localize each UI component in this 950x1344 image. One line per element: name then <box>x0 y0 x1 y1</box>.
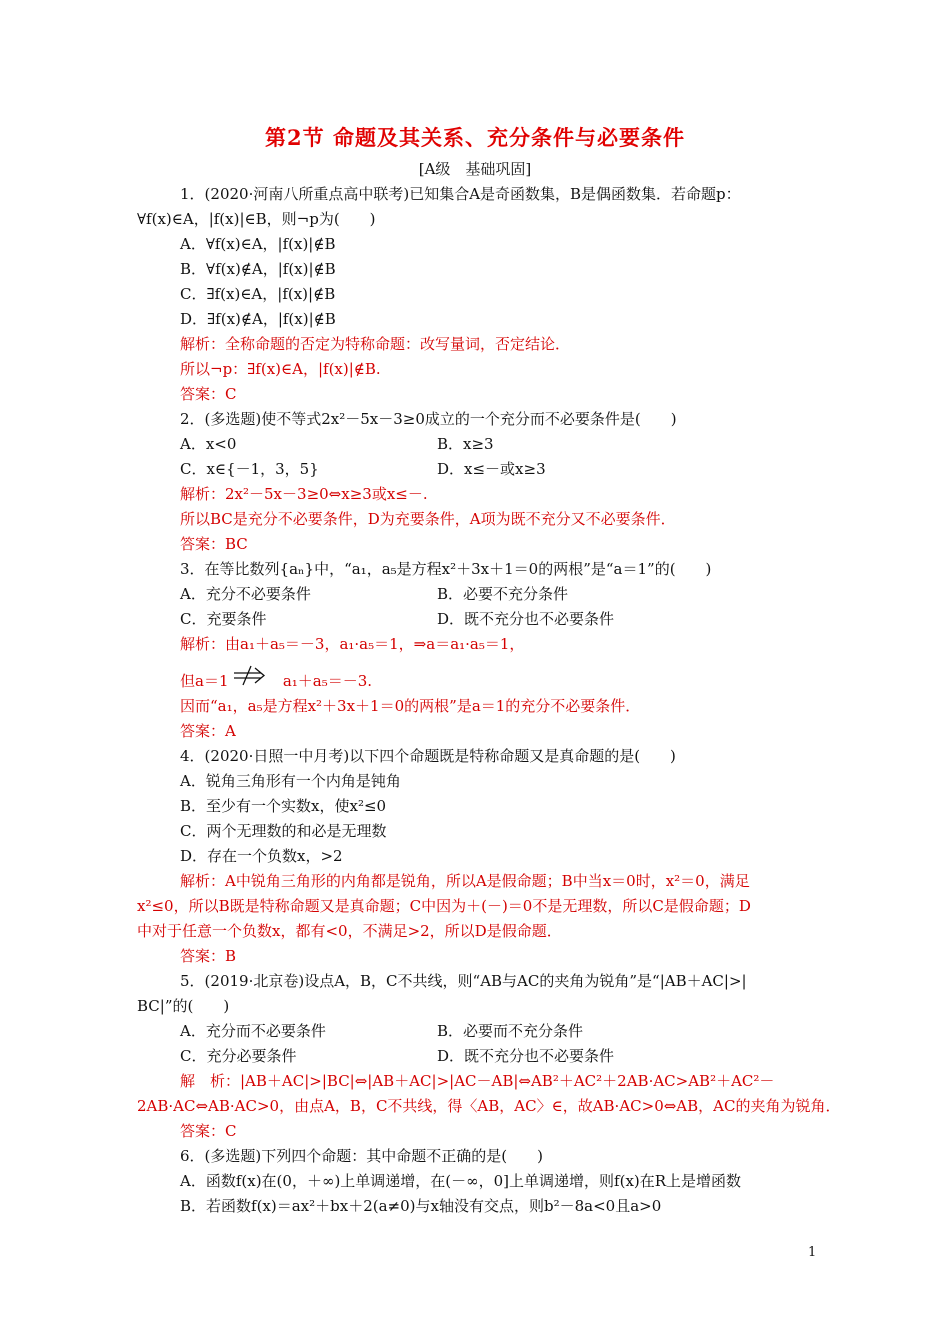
solution-4-text-end: 中对于任意一个负数x，都有<0，不满足>2，所以D是假命题． <box>137 922 562 940</box>
solution-3-text: 解析：由a₁＋a₅＝－3，a₁·a₅＝1，⇒a＝a₁·a₅＝1， <box>180 635 525 653</box>
solution-2-text-cont: 所以BC是充分不必要条件，D为充要条件，A项为既不充分又不必要条件． <box>180 510 676 528</box>
question-2-option-c: C．x∈{－1，3，5} <box>180 460 319 478</box>
question-2-stem: 2．(多选题)使不等式2x²－5x－3≥0成立的一个充分而不必要条件是( ) <box>180 410 677 428</box>
solution-1-text: 解析：全称命题的否定为特称命题：改写量词，否定结论． <box>180 335 571 353</box>
solution-1-text-cont: 所以¬p：∃f(x)∈A，|f(x)|∉B. <box>180 360 381 378</box>
question-6-option-b: B．若函数f(x)＝ax²＋bx＋2(a≠0)与x轴没有交点，则b²－8a<0且a>0 <box>180 1197 662 1215</box>
question-1-option-a: A．∀f(x)∈A，|f(x)|∉B <box>180 235 336 253</box>
solution-5-text-cont: 2AB·AC⇔AB·AC>0，由点A，B，C不共线，得〈AB，AC〉∈，故AB·AC>0⇔AB，AC的夹角为锐角． <box>137 1097 841 1115</box>
question-5-option-d: D．既不充分也不必要条件 <box>437 1047 615 1065</box>
solution-2-text: 解析：2x²－5x－3≥0⇔x≥3或x≤－. <box>180 485 428 503</box>
level-heading: [A级 基础巩固] <box>418 160 532 178</box>
question-1-option-b: B．∀f(x)∉A，|f(x)|∉B <box>180 260 336 278</box>
page-number: 1 <box>808 1245 817 1260</box>
question-5-option-a: A．充分而不必要条件 <box>180 1022 326 1040</box>
solution-5-text: 解 析：|AB＋AC|>|BC|⇔|AB＋AC|>|AC－AB|⇔AB²＋AC²＋2AB·AC>AB²＋AC²－ <box>180 1072 775 1090</box>
question-3-stem: 3．在等比数列{aₙ}中，“a₁，a₅是方程x²＋3x＋1＝0的两根”是“a＝1”的( ) <box>180 560 712 578</box>
solution-3-implication-line <box>180 670 372 692</box>
question-3-option-c: C．充要条件 <box>180 610 267 628</box>
question-2-option-a: A．x<0 <box>180 435 237 453</box>
page-title: 第2节 命题及其关系、充分条件与必要条件 <box>265 125 685 150</box>
question-3-option-d: D．既不充分也不必要条件 <box>437 610 615 628</box>
solution-4-text: 解析：A中锐角三角形的内角都是锐角，所以A是假命题；B中当x＝0时，x²＝0，满足 <box>180 872 750 890</box>
question-5-stem: 5．(2019·北京卷)设点A，B，C不共线，则“AB与AC的夹角为锐角”是“|AB＋AC|>| <box>180 972 747 990</box>
question-4-option-d: D．存在一个负数x，>2 <box>180 847 343 865</box>
question-1-stem: 1．(2020·河南八所重点高中联考)已知集合A是奇函数集，B是偶函数集．若命题p： <box>180 185 741 203</box>
question-1-option-d: D．∃f(x)∉A，|f(x)|∉B <box>180 310 336 328</box>
question-5-option-c: C．充分必要条件 <box>180 1047 297 1065</box>
answer-3: 答案：A <box>180 722 236 740</box>
question-4-option-c: C．两个无理数的和必是无理数 <box>180 822 387 840</box>
answer-4: 答案：B <box>180 947 237 965</box>
solution-3-left: 但a＝1 <box>180 672 229 690</box>
question-2-option-b: B．x≥3 <box>437 435 494 453</box>
question-2-option-d: D．x≤－或x≥3 <box>437 460 546 478</box>
solution-3-right: a₁＋a₅＝－3. <box>282 672 373 690</box>
question-4-option-b: B．至少有一个实数x，使x²≤0 <box>180 797 387 815</box>
question-5-option-b: B．必要而不充分条件 <box>437 1022 584 1040</box>
question-1-stem-cont: ∀f(x)∈A，|f(x)|∈B，则¬p为( ) <box>137 210 376 228</box>
question-4-option-a: A．锐角三角形有一个内角是钝角 <box>180 772 401 790</box>
question-3-option-a: A．充分不必要条件 <box>180 585 311 603</box>
question-4-stem: 4．(2020·日照一中月考)以下四个命题既是特称命题又是真命题的是( ) <box>180 747 676 765</box>
question-5-stem-cont: BC|”的( ) <box>137 997 230 1015</box>
answer-2: 答案：BC <box>180 535 248 553</box>
question-6-option-a: A．函数f(x)在(0，＋∞)上单调递增，在(－∞，0]上单调递增，则f(x)在R上是增函数 <box>180 1172 742 1190</box>
answer-1: 答案：C <box>180 385 237 403</box>
not-implies-icon <box>233 675 267 689</box>
question-3-option-b: B．必要不充分条件 <box>437 585 569 603</box>
question-1-option-c: C．∃f(x)∈A，|f(x)|∉B <box>180 285 336 303</box>
solution-4-text-cont: x²≤0，所以B既是特称命题又是真命题；C中因为＋(－)＝0不是无理数，所以C是假命题；D <box>137 897 751 915</box>
solution-3-conclusion: 因而“a₁，a₅是方程x²＋3x＋1＝0的两根”是a＝1的充分不必要条件． <box>180 697 641 715</box>
answer-5: 答案：C <box>180 1122 237 1140</box>
question-6-stem: 6．(多选题)下列四个命题：其中命题不正确的是( ) <box>180 1147 543 1165</box>
